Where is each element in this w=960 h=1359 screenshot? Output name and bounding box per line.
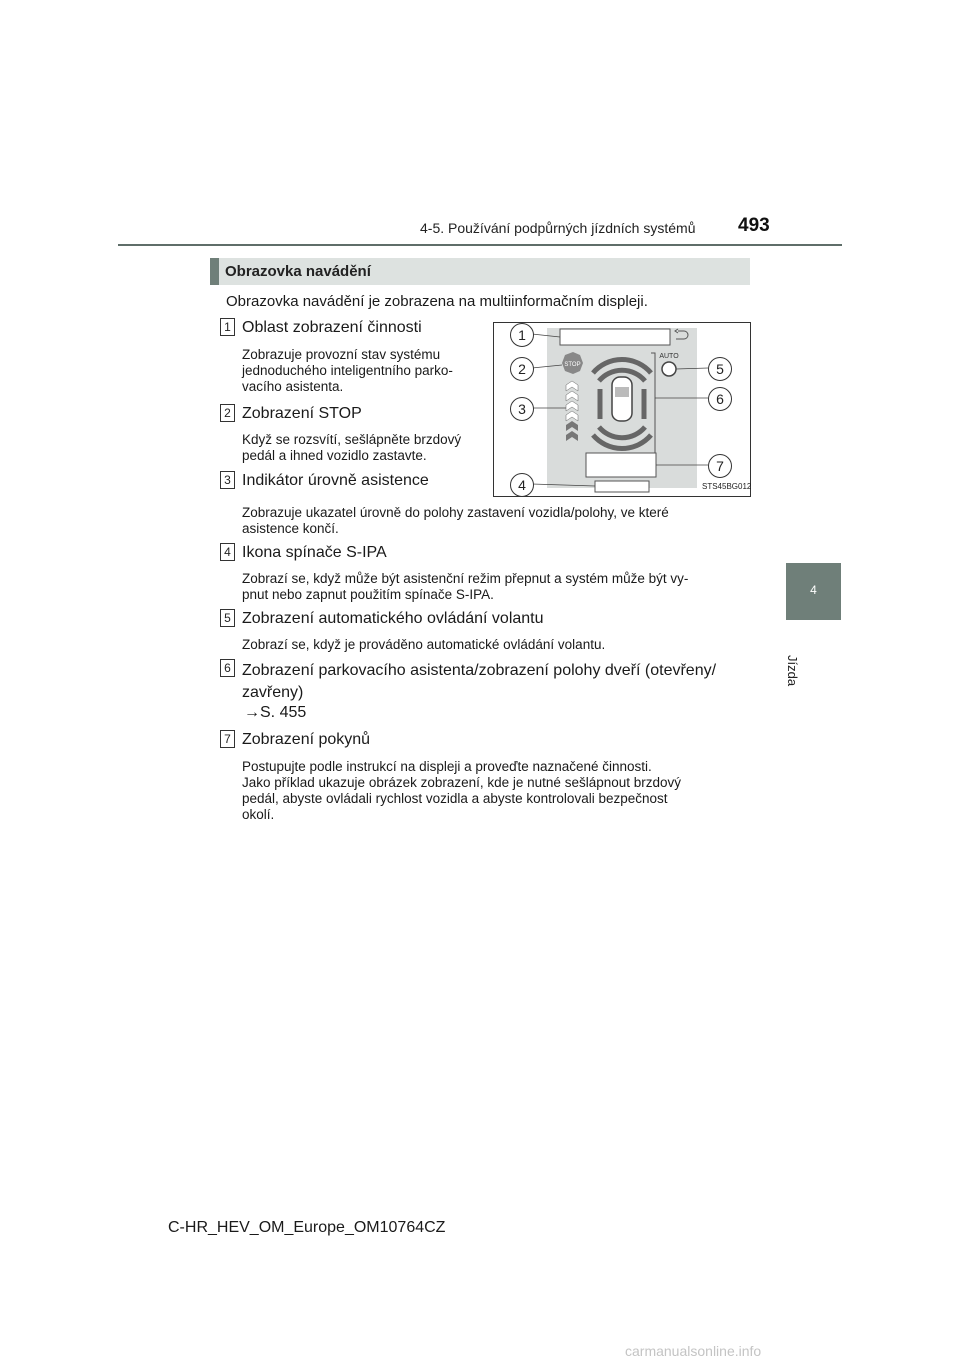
header-section-title: 4-5. Používání podpůrných jízdních systémů	[420, 220, 696, 236]
page-reference-link[interactable]: →S. 455	[244, 704, 307, 721]
item-desc-2	[242, 432, 486, 464]
figure-callout-2: 2	[510, 357, 534, 381]
chapter-label: Jízda	[785, 655, 800, 687]
figure-callout-6: 6	[708, 387, 732, 411]
item-title-3: Indikátor úrovně asistence	[242, 472, 429, 489]
header-divider	[118, 244, 842, 246]
item-desc-2-line: pedál a ihned vozidlo zastavte.	[242, 448, 427, 463]
figure-code: STS45BG012	[702, 482, 752, 491]
figure-callout-7: 7	[708, 454, 732, 478]
steering-wheel-icon	[662, 362, 676, 376]
section-heading-accent	[210, 258, 219, 285]
item-desc-5	[242, 637, 750, 653]
item-number-3: 3	[220, 471, 235, 489]
item-desc-4-line: Zobrazí se, když může být asistenční režim přepnut a systém může být vy-	[242, 571, 689, 586]
section-heading	[210, 258, 750, 285]
item-desc-3	[242, 505, 750, 537]
item-desc-1-line: Zobrazuje provozní stav systému	[242, 347, 441, 362]
guidance-message-box	[586, 453, 656, 477]
car-windshield	[615, 387, 629, 397]
item-desc-3-line: Zobrazuje ukazatel úrovně do polohy zastavení vozidla/polohy, ve které	[242, 505, 669, 520]
document-code: C-HR_HEV_OM_Europe_OM10764CZ	[168, 1219, 446, 1236]
item-title-6-line: zavřeny)	[242, 684, 304, 701]
item-desc-4	[242, 571, 750, 603]
item-title-6	[242, 660, 750, 704]
item-number-1: 1	[220, 318, 235, 336]
item-number-4: 4	[220, 543, 235, 561]
section-title: Obrazovka navádění	[225, 263, 371, 280]
operation-area-box	[560, 329, 670, 345]
item-desc-2-line: Když se rozsvítí, sešlápněte brzdový	[242, 432, 462, 447]
figure-callout-1: 1	[510, 323, 534, 347]
item-number-2: 2	[220, 404, 235, 422]
item-desc-7-line: okolí.	[242, 807, 275, 822]
item-desc-1	[242, 347, 486, 395]
item-desc-4-line: pnut nebo zapnut použitím spínače S-IPA.	[242, 587, 494, 602]
item-title-7: Zobrazení pokynů	[242, 731, 371, 748]
guidance-screen-figure	[493, 322, 751, 497]
item-title-2: Zobrazení STOP	[242, 405, 362, 422]
item-number-5: 5	[220, 609, 235, 627]
item-title-4: Ikona spínače S-IPA	[242, 544, 387, 561]
figure-callout-3: 3	[510, 397, 534, 421]
chapter-number: 4	[810, 583, 817, 597]
item-desc-7-line: Jako příklad ukazuje obrázek zobrazení, kde je nutné sešlápnout brzdový	[242, 775, 682, 790]
auto-label: AUTO	[659, 353, 679, 360]
s-ipa-switch-icon	[595, 481, 649, 492]
item-title-1: Oblast zobrazení činnosti	[242, 319, 422, 336]
figure-callout-5: 5	[708, 357, 732, 381]
stop-label: STOP	[564, 362, 581, 368]
item-number-7: 7	[220, 730, 235, 748]
item-number-6: 6	[220, 659, 235, 677]
item-desc-1-line: vacího asistenta.	[242, 379, 344, 394]
chapter-tab	[786, 563, 841, 620]
item-desc-7-line: Postupujte podle instrukcí na displeji a proveďte naznačené činnosti.	[242, 759, 652, 774]
item-desc-7-line: pedál, abyste ovládali rychlost vozidla a abyste kontrolovali bezpečnost	[242, 791, 668, 806]
watermark: carmanualsonline.info	[625, 1343, 762, 1359]
item-desc-3-line: asistence končí.	[242, 521, 339, 536]
item-desc-1-line: jednoduchého inteligentního parko-	[242, 363, 453, 378]
item-title-5: Zobrazení automatického ovládání volantu	[242, 610, 544, 627]
item-desc-7	[242, 759, 750, 823]
page-number: 493	[738, 215, 770, 236]
item-desc-5-line: Zobrazí se, když je prováděno automatické ovládání volantu.	[242, 637, 606, 652]
car-icon	[612, 377, 632, 421]
figure-callout-4: 4	[510, 473, 534, 497]
item-title-6-line: Zobrazení parkovacího asistenta/zobrazení polohy dveří (otevřeny/	[242, 662, 717, 679]
section-intro: Obrazovka navádění je zobrazena na multiinformačním displeji.	[226, 293, 648, 310]
